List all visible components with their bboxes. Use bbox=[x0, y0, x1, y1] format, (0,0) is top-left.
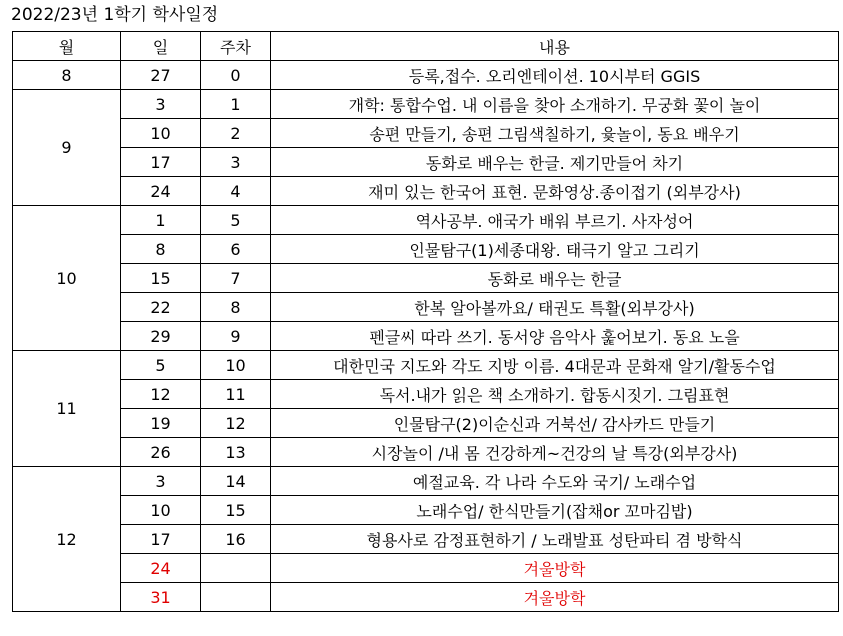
week-cell: 14 bbox=[201, 467, 271, 496]
week-cell: 0 bbox=[201, 61, 271, 90]
week-cell: 15 bbox=[201, 496, 271, 525]
table-row bbox=[13, 206, 839, 235]
content-cell: 개학: 통합수업. 내 이름을 찾아 소개하기. 무궁화 꽃이 놀이 bbox=[271, 90, 839, 119]
week-cell bbox=[201, 554, 271, 583]
month-cell: 9 bbox=[13, 90, 121, 206]
table-row bbox=[13, 322, 839, 351]
table-row bbox=[13, 467, 839, 496]
header-month: 월 bbox=[13, 32, 121, 61]
week-cell: 2 bbox=[201, 119, 271, 148]
header-week: 주차 bbox=[201, 32, 271, 61]
content-cell: 시장놀이 /내 몸 건강하게~건강의 날 특강(외부강사) bbox=[271, 438, 839, 467]
table-row bbox=[13, 119, 839, 148]
header-content: 내용 bbox=[271, 32, 839, 61]
week-cell: 1 bbox=[201, 90, 271, 119]
day-cell: 31 bbox=[121, 583, 201, 612]
day-cell: 3 bbox=[121, 90, 201, 119]
table-row bbox=[13, 496, 839, 525]
day-cell: 1 bbox=[121, 206, 201, 235]
day-cell: 29 bbox=[121, 322, 201, 351]
week-cell: 8 bbox=[201, 293, 271, 322]
content-cell: 송편 만들기, 송편 그림색칠하기, 윷놀이, 동요 배우기 bbox=[271, 119, 839, 148]
day-cell: 10 bbox=[121, 496, 201, 525]
week-cell: 7 bbox=[201, 264, 271, 293]
content-cell: 예절교육. 각 나라 수도와 국기/ 노래수업 bbox=[271, 467, 839, 496]
table-row bbox=[13, 351, 839, 380]
table-row bbox=[13, 525, 839, 554]
content-cell: 인물탐구(1)세종대왕. 태극기 알고 그리기 bbox=[271, 235, 839, 264]
content-cell: 형용사로 감정표현하기 / 노래발표 성탄파티 겸 방학식 bbox=[271, 525, 839, 554]
week-cell: 11 bbox=[201, 380, 271, 409]
table-row bbox=[13, 264, 839, 293]
month-cell: 11 bbox=[13, 351, 121, 467]
content-cell: 노래수업/ 한식만들기(잡채or 꼬마김밥) bbox=[271, 496, 839, 525]
month-cell: 8 bbox=[13, 61, 121, 90]
day-cell: 24 bbox=[121, 554, 201, 583]
table-row bbox=[13, 554, 839, 583]
week-cell: 16 bbox=[201, 525, 271, 554]
table-row bbox=[13, 409, 839, 438]
day-cell: 17 bbox=[121, 525, 201, 554]
table-row bbox=[13, 293, 839, 322]
page-title: 2022/23년 1학기 학사일정 bbox=[11, 5, 219, 25]
content-cell: 대한민국 지도와 각도 지방 이름. 4대문과 문화재 알기/활동수업 bbox=[271, 351, 839, 380]
day-cell: 3 bbox=[121, 467, 201, 496]
week-cell bbox=[201, 583, 271, 612]
week-cell: 10 bbox=[201, 351, 271, 380]
table-row bbox=[13, 61, 839, 90]
content-cell: 독서.내가 읽은 책 소개하기. 합동시짓기. 그림표현 bbox=[271, 380, 839, 409]
content-cell: 동화로 배우는 한글. 제기만들어 차기 bbox=[271, 148, 839, 177]
table-row bbox=[13, 380, 839, 409]
table-row bbox=[13, 438, 839, 467]
table-row bbox=[13, 583, 839, 612]
day-cell: 26 bbox=[121, 438, 201, 467]
week-cell: 3 bbox=[201, 148, 271, 177]
week-cell: 6 bbox=[201, 235, 271, 264]
content-cell: 인물탐구(2)이순신과 거북선/ 감사카드 만들기 bbox=[271, 409, 839, 438]
week-cell: 5 bbox=[201, 206, 271, 235]
day-cell: 22 bbox=[121, 293, 201, 322]
header-row bbox=[13, 32, 839, 61]
day-cell: 17 bbox=[121, 148, 201, 177]
week-cell: 12 bbox=[201, 409, 271, 438]
table-row bbox=[13, 90, 839, 119]
content-cell: 역사공부. 애국가 배워 부르기. 사자성어 bbox=[271, 206, 839, 235]
table-row bbox=[13, 177, 839, 206]
day-cell: 5 bbox=[121, 351, 201, 380]
day-cell: 24 bbox=[121, 177, 201, 206]
content-cell: 펜글씨 따라 쓰기. 동서양 음악사 훑어보기. 동요 노을 bbox=[271, 322, 839, 351]
day-cell: 19 bbox=[121, 409, 201, 438]
month-cell: 12 bbox=[13, 467, 121, 612]
schedule-table bbox=[12, 31, 839, 612]
content-cell: 재미 있는 한국어 표현. 문화영상.종이접기 (외부강사) bbox=[271, 177, 839, 206]
day-cell: 8 bbox=[121, 235, 201, 264]
schedule-body bbox=[13, 61, 839, 612]
week-cell: 4 bbox=[201, 177, 271, 206]
table-row bbox=[13, 235, 839, 264]
week-cell: 13 bbox=[201, 438, 271, 467]
content-cell: 등록,접수. 오리엔테이션. 10시부터 GGIS bbox=[271, 61, 839, 90]
content-cell: 겨울방학 bbox=[271, 583, 839, 612]
day-cell: 12 bbox=[121, 380, 201, 409]
content-cell: 동화로 배우는 한글 bbox=[271, 264, 839, 293]
day-cell: 15 bbox=[121, 264, 201, 293]
content-cell: 겨울방학 bbox=[271, 554, 839, 583]
day-cell: 10 bbox=[121, 119, 201, 148]
header-day: 일 bbox=[121, 32, 201, 61]
day-cell: 27 bbox=[121, 61, 201, 90]
content-cell: 한복 알아볼까요/ 태권도 특활(외부강사) bbox=[271, 293, 839, 322]
month-cell: 10 bbox=[13, 206, 121, 351]
week-cell: 9 bbox=[201, 322, 271, 351]
table-row bbox=[13, 148, 839, 177]
